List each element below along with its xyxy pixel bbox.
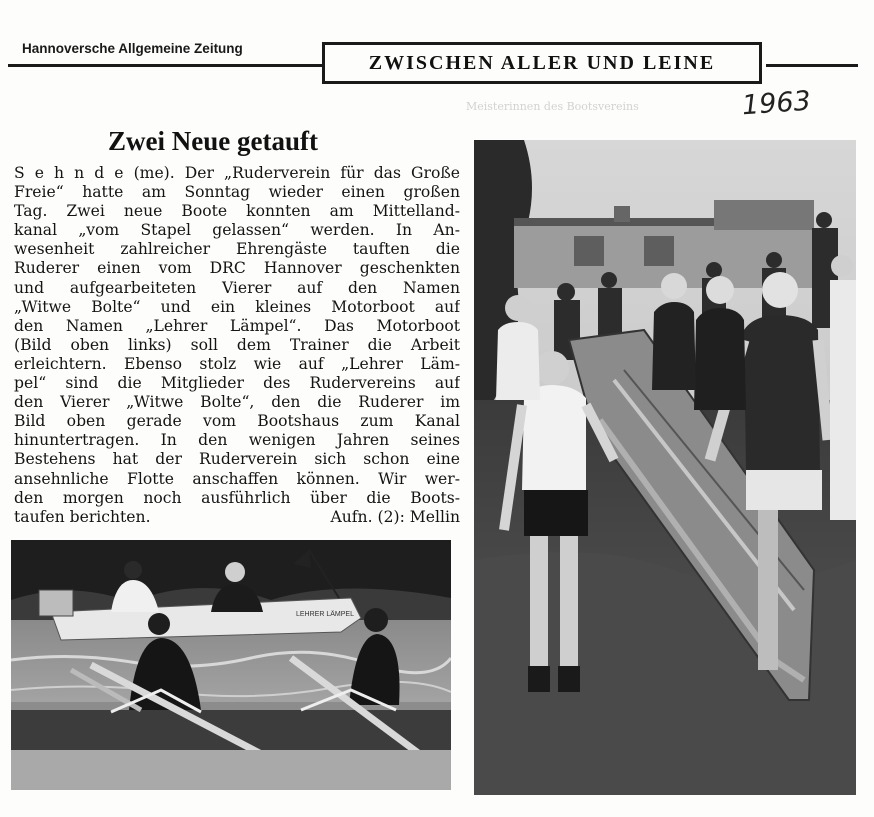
article-line: Ruderer einen vom DRC Hannover geschenkten [14, 259, 460, 278]
article-line: kanal „vom Stapel gelassen“ werden. In An- [14, 221, 460, 240]
section-rubric: ZWISCHEN ALLER UND LEINE [368, 51, 716, 74]
article-body [14, 164, 460, 527]
article-line: pel“ sind die Mitglieder des Rudervereins auf [14, 374, 460, 393]
section-rubric-box [322, 42, 762, 84]
article-closing-text: taufen berichten. [14, 507, 151, 526]
article-line: hinuntertragen. In den wenigen Jahren seines [14, 431, 460, 450]
photo-crew-carrying-boat [474, 140, 856, 795]
article-line: Tag. Zwei neue Boote konnten am Mittelland- [14, 202, 460, 221]
article-line: den morgen noch ausführlich über die Boots- [14, 488, 460, 507]
article-line: „Witwe Bolte“ und ein kleines Motorboot auf [14, 297, 460, 316]
masthead-rule-left [8, 64, 322, 67]
newspaper-name: Hannoversche Allgemeine Zeitung [22, 41, 243, 56]
article-line: und aufgearbeiteten Vierer auf den Namen [14, 278, 460, 297]
article-line: den Vierer „Witwe Bolte“, den die Ruderer im [14, 393, 460, 412]
article-line: ansehnliche Flotte anschaffen können. Wir wer- [14, 469, 460, 488]
article-line: Freie“ hatte am Sonntag wieder einen großen [14, 183, 460, 202]
bleed-through-line: Meisterinnen des Bootsvereins [466, 100, 639, 113]
article-headline: Zwei Neue getauft [108, 126, 318, 156]
article-line: Bestehens hat der Ruderverein sich schon eine [14, 450, 460, 469]
masthead-rule-right [766, 64, 858, 67]
photo-credit: Aufn. (2): Mellin [330, 507, 460, 526]
handwritten-year: 1963 [741, 85, 812, 122]
boat-name-lettering: LEHRER LÄMPEL [296, 611, 354, 618]
article-line: den Namen „Lehrer Lämpel“. Das Motorboot [14, 316, 460, 335]
article-line: wesenheit zahlreicher Ehrengäste tauften die [14, 240, 460, 259]
article-line: Bild oben gerade vom Bootshaus zum Kanal [14, 412, 460, 431]
photo-motorboat-rowers [11, 540, 451, 790]
article-line: S e h n d e (me). Der „Ruderverein für das Große [14, 164, 460, 182]
article-last-line [14, 508, 460, 527]
article-line: (Bild oben links) soll dem Trainer die Arbeit [14, 335, 460, 354]
article-line: erleichtern. Ebenso stolz wie auf „Lehrer Läm- [14, 354, 460, 373]
